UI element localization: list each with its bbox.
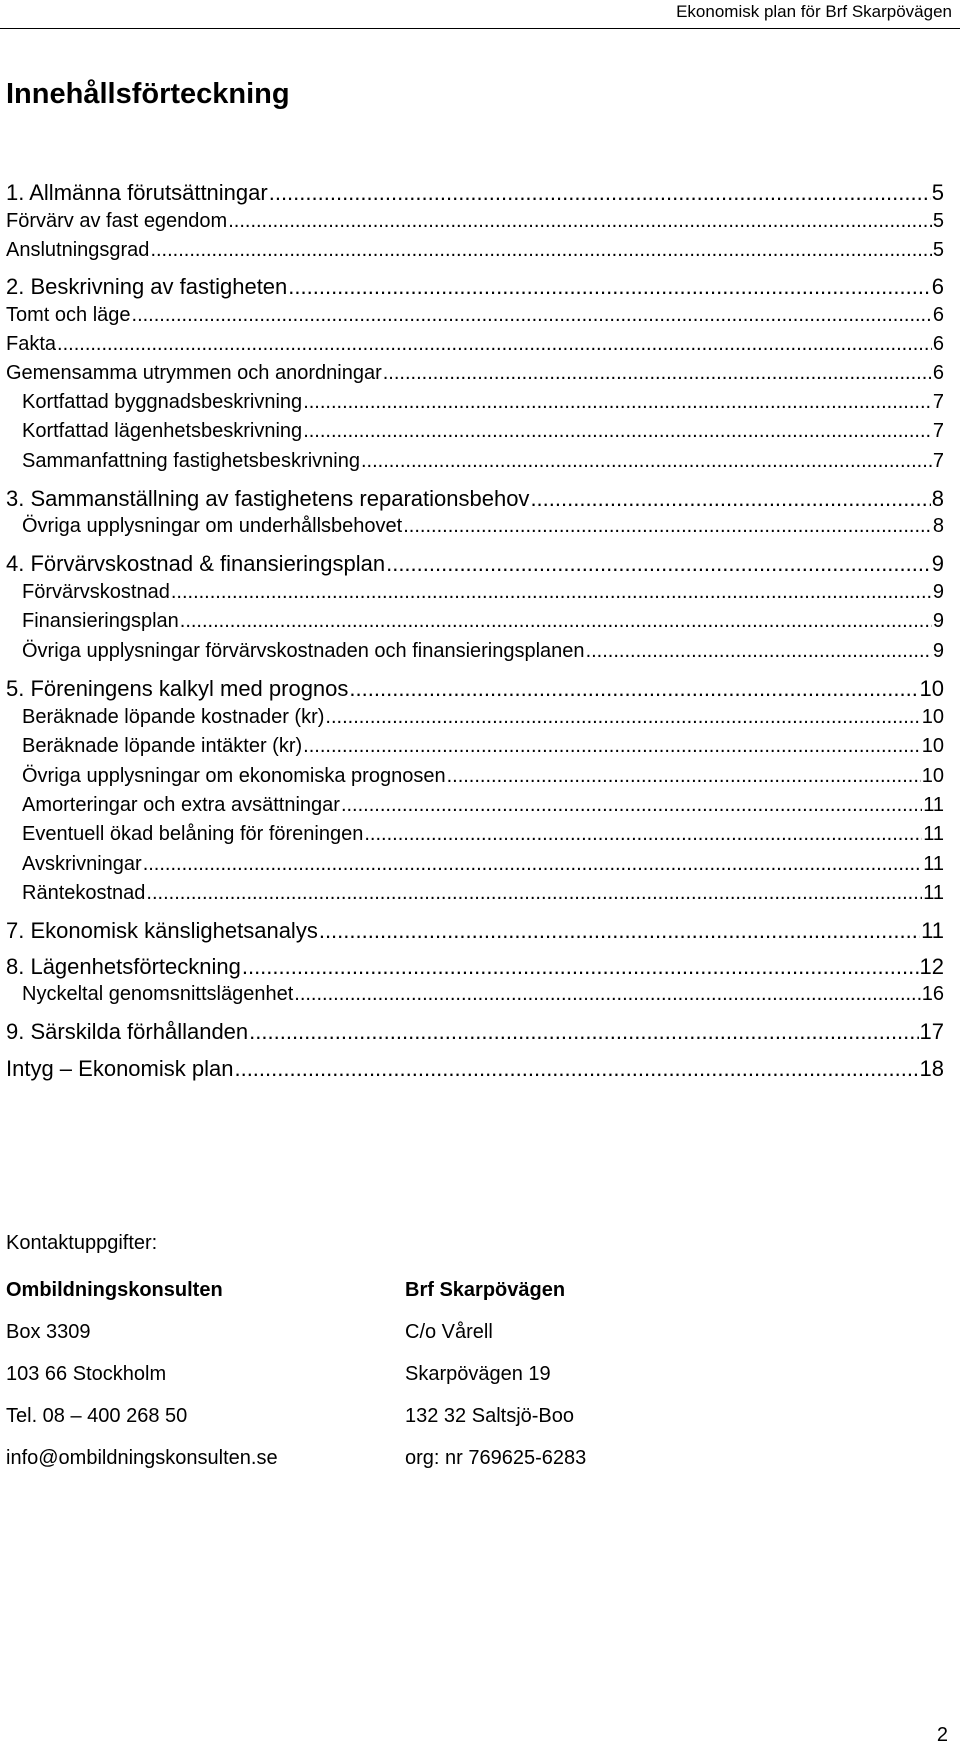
toc-entry-page: 6 bbox=[931, 274, 944, 299]
toc-entry-label: 7. Ekonomisk känslighetsanalys bbox=[6, 918, 318, 943]
toc-entry-label: 3. Sammanställning av fastighetens reparationsbehov bbox=[6, 486, 530, 511]
toc-leader-dots bbox=[228, 210, 932, 233]
toc-entry-page: 11 bbox=[923, 882, 944, 904]
toc-entry-page: 6 bbox=[932, 333, 944, 355]
toc-leader-dots bbox=[180, 610, 932, 633]
toc-leader-dots bbox=[319, 918, 920, 944]
toc-entry[interactable] bbox=[22, 983, 944, 1006]
toc-entry[interactable] bbox=[22, 706, 944, 729]
toc-entry-page: 6 bbox=[932, 304, 944, 326]
toc-entry-label: Amorteringar och extra avsättningar bbox=[22, 794, 340, 816]
toc-entry[interactable] bbox=[22, 391, 944, 414]
toc-entry-label: Intyg – Ekonomisk plan bbox=[6, 1056, 234, 1081]
toc-entry-label: Kortfattad lägenhetsbeskrivning bbox=[22, 420, 303, 442]
consultant-email: info@ombildningskonsulten.se bbox=[6, 1447, 278, 1469]
toc-entry-page: 18 bbox=[919, 1056, 944, 1081]
toc-leader-dots bbox=[146, 882, 922, 905]
toc-leader-dots bbox=[303, 420, 932, 443]
consultant-address: Box 3309 bbox=[6, 1321, 91, 1343]
toc-entry-page: 5 bbox=[932, 239, 944, 261]
toc-entry[interactable] bbox=[22, 515, 944, 538]
toc-leader-dots bbox=[57, 333, 932, 356]
association-city: 132 32 Saltsjö-Boo bbox=[405, 1405, 575, 1427]
association-name: Brf Skarpövägen bbox=[405, 1279, 566, 1301]
association-street: Skarpövägen 19 bbox=[405, 1363, 551, 1385]
toc-entry-label: Fakta bbox=[6, 333, 57, 355]
toc-entry-page: 6 bbox=[932, 362, 944, 384]
consultant-city: 103 66 Stockholm bbox=[6, 1363, 167, 1385]
toc-entry-label: Eventuell ökad belåning för föreningen bbox=[22, 823, 364, 845]
toc-entry[interactable] bbox=[22, 823, 944, 846]
contact-block-association bbox=[405, 1278, 586, 1488]
toc-leader-dots bbox=[586, 640, 932, 663]
toc-entry[interactable] bbox=[6, 954, 944, 980]
toc-entry-label: Förvärv av fast egendom bbox=[6, 210, 228, 232]
toc-entry[interactable] bbox=[6, 918, 944, 944]
toc-entry-label: Gemensamma utrymmen och anordningar bbox=[6, 362, 382, 384]
toc-entry[interactable] bbox=[6, 274, 944, 300]
toc-entry[interactable] bbox=[6, 362, 944, 385]
toc-entry[interactable] bbox=[22, 610, 944, 633]
toc-leader-dots bbox=[403, 515, 932, 538]
toc-entry-page: 17 bbox=[919, 1019, 944, 1044]
consultant-name: Ombildningskonsulten bbox=[6, 1279, 223, 1301]
toc-entry[interactable] bbox=[22, 735, 944, 758]
toc-leader-dots bbox=[171, 581, 932, 604]
toc-entry-page: 10 bbox=[921, 765, 944, 787]
toc-leader-dots bbox=[386, 551, 931, 577]
toc-entry[interactable] bbox=[6, 1056, 944, 1082]
toc-leader-dots bbox=[361, 450, 932, 473]
toc-entry[interactable] bbox=[22, 581, 944, 604]
toc-entry[interactable] bbox=[6, 486, 944, 512]
association-org-number: org: nr 769625-6283 bbox=[405, 1447, 587, 1469]
toc-entry-page: 11 bbox=[921, 918, 944, 943]
toc-entry-label: 2. Beskrivning av fastigheten bbox=[6, 274, 288, 299]
toc-entry-label: Övriga upplysningar om underhållsbehovet bbox=[22, 515, 403, 537]
toc-entry-label: Anslutningsgrad bbox=[6, 239, 150, 261]
toc-leader-dots bbox=[447, 765, 921, 788]
toc-entry-page: 9 bbox=[931, 551, 944, 576]
toc-entry-label: Avskrivningar bbox=[22, 853, 142, 875]
toc-entry-page: 9 bbox=[932, 581, 944, 603]
toc-entry[interactable] bbox=[22, 420, 944, 443]
toc-leader-dots bbox=[269, 180, 931, 206]
toc-entry-page: 7 bbox=[932, 391, 944, 413]
toc-leader-dots bbox=[325, 706, 920, 729]
toc-entry[interactable] bbox=[22, 853, 944, 876]
page-number: 2 bbox=[936, 1724, 948, 1746]
toc-entry-label: Övriga upplysningar förvärvskostnaden och finansieringsplanen bbox=[22, 640, 585, 662]
toc-entry-label: Sammanfattning fastighetsbeskrivning bbox=[22, 450, 360, 472]
toc-entry-page: 11 bbox=[923, 853, 944, 875]
toc-entry-label: 1. Allmänna förutsättningar bbox=[6, 180, 268, 205]
toc-entry-label: 9. Särskilda förhållanden bbox=[6, 1019, 249, 1044]
toc-entry-page: 7 bbox=[932, 420, 944, 442]
toc-entry-label: Beräknade löpande intäkter (kr) bbox=[22, 735, 303, 757]
contact-heading: Kontaktuppgifter: bbox=[6, 1232, 158, 1254]
toc-entry[interactable] bbox=[22, 640, 944, 663]
toc-entry-page: 5 bbox=[932, 210, 944, 232]
toc-leader-dots bbox=[288, 274, 930, 300]
toc-entry-page: 10 bbox=[919, 676, 944, 701]
toc-entry-label: 4. Förvärvskostnad & finansieringsplan bbox=[6, 551, 386, 576]
toc-leader-dots bbox=[150, 239, 931, 262]
toc-entry-page: 11 bbox=[923, 794, 944, 816]
toc-entry[interactable] bbox=[6, 239, 944, 262]
toc-leader-dots bbox=[132, 304, 932, 327]
toc-entry[interactable] bbox=[6, 1019, 944, 1045]
toc-leader-dots bbox=[294, 983, 920, 1006]
toc-leader-dots bbox=[364, 823, 922, 846]
toc-leader-dots bbox=[349, 676, 918, 702]
consultant-phone: Tel. 08 – 400 268 50 bbox=[6, 1405, 188, 1427]
toc-entry[interactable] bbox=[6, 180, 944, 206]
toc-entry[interactable] bbox=[6, 333, 944, 356]
toc-entry[interactable] bbox=[6, 551, 944, 577]
toc-entry-label: Övriga upplysningar om ekonomiska prognosen bbox=[22, 765, 446, 787]
toc-entry-label: Förvärvskostnad bbox=[22, 581, 170, 603]
toc-entry-page: 8 bbox=[931, 486, 944, 511]
toc-entry-page: 8 bbox=[932, 515, 944, 537]
toc-entry-label: 5. Föreningens kalkyl med prognos bbox=[6, 676, 349, 701]
toc-entry[interactable] bbox=[6, 676, 944, 702]
toc-leader-dots bbox=[242, 954, 919, 980]
toc-leader-dots bbox=[383, 362, 932, 385]
toc-entry-label: Nyckeltal genomsnittslägenhet bbox=[22, 983, 294, 1005]
toc-entry-page: 7 bbox=[932, 450, 944, 472]
toc-leader-dots bbox=[303, 735, 921, 758]
toc-entry-page: 16 bbox=[921, 983, 944, 1005]
toc-entry-label: Finansieringsplan bbox=[22, 610, 179, 632]
toc-leader-dots bbox=[303, 391, 932, 414]
toc-leader-dots bbox=[249, 1019, 918, 1045]
toc-entry[interactable] bbox=[22, 765, 944, 788]
toc-leader-dots bbox=[530, 486, 930, 512]
toc-title: Innehållsförteckning bbox=[6, 78, 290, 110]
association-address: C/o Vårell bbox=[405, 1321, 493, 1343]
toc-entry-label: Beräknade löpande kostnader (kr) bbox=[22, 706, 325, 728]
toc-entry-page: 5 bbox=[931, 180, 944, 205]
toc-entry-page: 12 bbox=[919, 954, 944, 979]
toc-entry-label: Kortfattad byggnadsbeskrivning bbox=[22, 391, 303, 413]
running-header: Ekonomisk plan för Brf Skarpövägen bbox=[676, 2, 952, 21]
toc-entry-label: Räntekostnad bbox=[22, 882, 146, 904]
toc-entry-page: 9 bbox=[932, 640, 944, 662]
toc-entry-page: 11 bbox=[923, 823, 944, 845]
toc-entry[interactable] bbox=[6, 210, 944, 233]
toc-entry-page: 9 bbox=[932, 610, 944, 632]
toc-entry-page: 10 bbox=[921, 735, 944, 757]
toc-leader-dots bbox=[341, 794, 922, 817]
toc-leader-dots bbox=[234, 1056, 918, 1082]
toc-entry[interactable] bbox=[22, 882, 944, 905]
toc-entry[interactable] bbox=[22, 450, 944, 473]
toc-entry-label: 8. Lägenhetsförteckning bbox=[6, 954, 241, 979]
toc-entry-page: 10 bbox=[921, 706, 944, 728]
header-rule bbox=[0, 28, 960, 29]
toc-entry[interactable] bbox=[22, 794, 944, 817]
toc-entry[interactable] bbox=[6, 304, 944, 327]
contact-block-consultant bbox=[6, 1278, 278, 1488]
toc-leader-dots bbox=[143, 853, 923, 876]
toc-entry-label: Tomt och läge bbox=[6, 304, 131, 326]
